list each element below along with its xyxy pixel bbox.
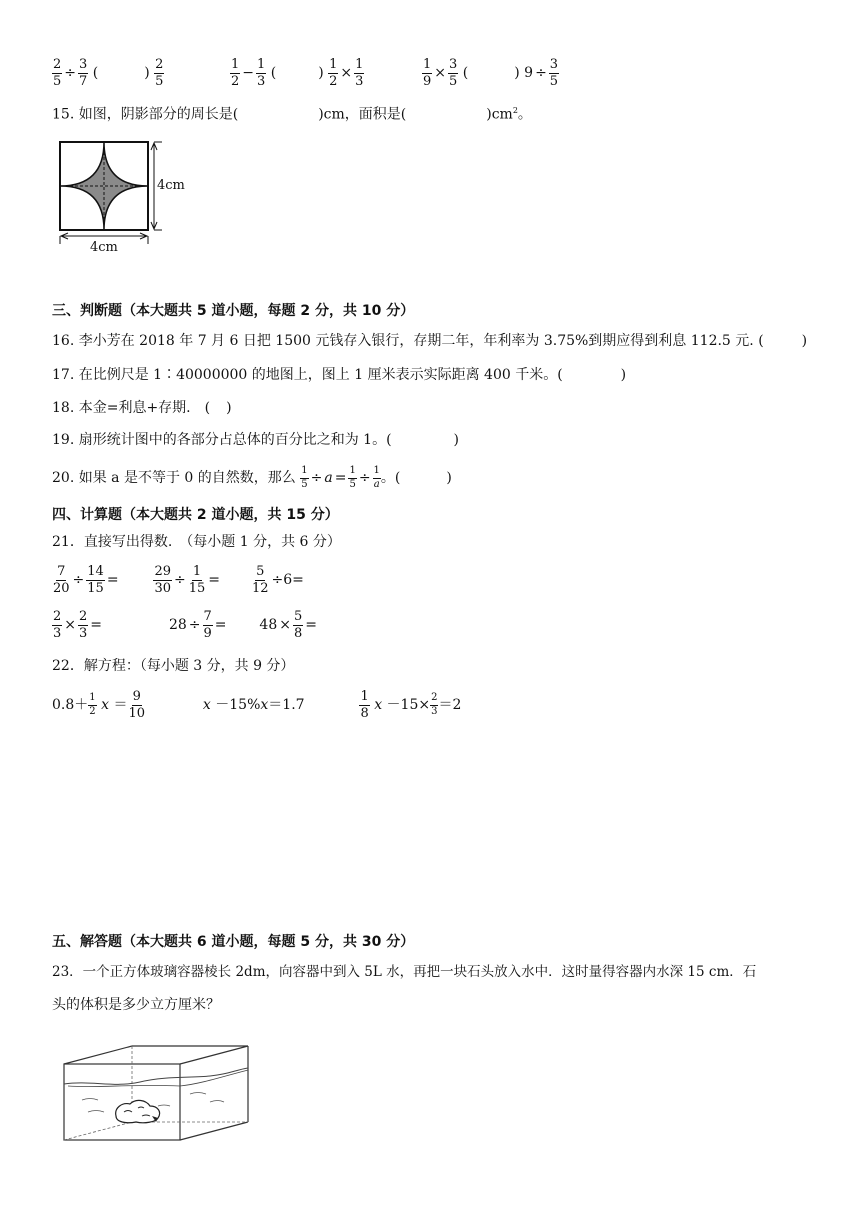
section-4-heading: 四、计算题（本大题共 2 道小题，共 15 分） [52, 507, 339, 523]
question-23-line-1: 23．一个正方体玻璃容器棱长 2dm，向容器中到入 5L 水，再把一块石头放入水中．这时量得容器内水深 15 cm．石 [52, 964, 757, 980]
glass-container-figure [60, 1040, 260, 1150]
question-20: 20. 如果 a 是不等于 0 的自然数，那么 $\frac{1}{5}$ ÷ a = $\frac{1}{5}$ ÷ $\frac{1}{a}$ 。( ) [52, 465, 452, 490]
question-17: 17. 在比例尺是 1∶40000000 的地图上，图上 1 厘米表示实际距离 400 千米。( ) [52, 367, 627, 383]
question-21: 21．直接写出得数. （每小题 1 分，共 6 分） [52, 534, 341, 550]
calc-row-1: $\frac{7}{20}$ ÷ $\frac{14}{15}$ = $\frac{29}{30}$ ÷ $\frac{1}{15}$ = $\frac{5}{12}$ ÷6= [53, 564, 304, 596]
question-19: 19. 扇形统计图中的各部分占总体的百分比之和为 1。( ) [52, 432, 460, 448]
question-18: 18. 本金=利息+存期. ( ) [52, 400, 232, 416]
equation-row: 0.8＋ $\frac{1}{2}$ x ＝ $\frac{9}{10}$ x －15%x＝1.7 $\frac{1}{8}$ x －15× $\frac{2}{3}$ ＝2 [52, 689, 462, 721]
figure-label-side: 4cm [157, 178, 185, 193]
compare-expr-2: $\frac{1}{2}$ − $\frac{1}{3}$ ( ) $\frac{1}{2}$ × $\frac{1}{3}$ [231, 57, 364, 89]
shaded-star-figure [50, 132, 210, 257]
compare-row: $\frac{2}{5}$ ÷ $\frac{3}{7}$ ( ) $\frac{2}{5}$ [53, 57, 164, 89]
question-15: 15. 如图，阴影部分的周长是( )cm，面积是( )$cm^2$。 [52, 106, 532, 123]
calc-row-2: $\frac{2}{3}$ × $\frac{2}{3}$ = 28 ÷ $\frac{7}{9}$ = 48 × $\frac{5}{8}$ = [53, 609, 317, 641]
section-5-heading: 五、解答题（本大题共 6 道小题，每题 5 分，共 30 分） [52, 934, 415, 950]
figure-label-bottom: 4cm [90, 240, 118, 255]
question-16: 16. 李小芳在 2018 年 7 月 6 日把 1500 元钱存入银行，存期二年，年利率为 3.75%到期应得到利息 112.5 元. ( ) [52, 333, 808, 349]
question-22: 22．解方程：（每小题 3 分，共 9 分） [52, 658, 295, 674]
question-23-line-2: 头的体积是多少立方厘米？ [52, 997, 220, 1013]
compare-expr-3: $\frac{1}{9}$ × $\frac{3}{5}$ ( ) 9 ÷ $\frac{3}{5}$ [423, 57, 559, 89]
section-3-heading: 三、判断题（本大题共 5 道小题，每题 2 分，共 10 分） [52, 303, 415, 319]
